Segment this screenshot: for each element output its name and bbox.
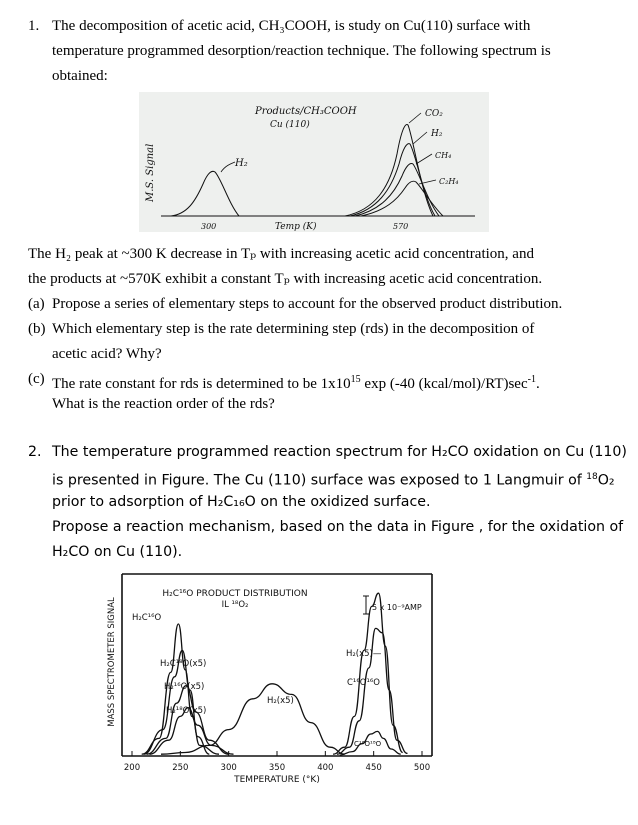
q2-label-h218o: H₂¹⁸O(x5) (166, 706, 207, 716)
q1-tick-570: 570 (393, 222, 409, 231)
q2-text-line3: prior to adsorption of H₂C₁₆O on the oxidized surface. (52, 494, 431, 510)
q2-label-h2c16o: H₂C¹⁶O (132, 613, 162, 623)
q1-label-c2h4: C₂H₄ (439, 177, 459, 186)
q1-part-b-text-line1: Which elementary step is the rate determining step (rds) in the decomposition of (52, 321, 535, 337)
q1-part-b-label: (b) (28, 321, 46, 337)
q2-xlabel: TEMPERATURE (°K) (234, 775, 320, 785)
q1-label-co2: CO₂ (425, 109, 443, 119)
q2-x-tick-label: 400 (317, 763, 334, 773)
q1-number: 1. (28, 18, 40, 34)
q2-label-h216o: H₂¹⁶O(x5) (164, 682, 205, 692)
q2-chart-subtitle: IL ¹⁸O₂ (221, 600, 249, 610)
q2-text-line4: Propose a reaction mechanism, based on the data in Figure , for the oxidation of (52, 519, 624, 535)
q1-tick-300: 300 (201, 222, 217, 231)
q1-figure-title: Products/CH₃COOH (255, 106, 357, 117)
q2-x-tick-label: 300 (220, 763, 237, 773)
q2-label-c16o16o: C¹⁶O¹⁶O (347, 678, 380, 688)
q1-part-c-end: . (535, 376, 540, 392)
q1-ylabel: M.S. Signal (145, 143, 156, 202)
q1-part-c-text-line2: What is the reaction order of the rds? (52, 396, 275, 412)
q2-x-tick-label: 350 (268, 763, 286, 773)
q1-label-ch4: CH₄ (435, 151, 452, 160)
q1-figure-subtitle: Cu (110) (270, 120, 310, 130)
q2-x-tick-label: 200 (123, 763, 141, 773)
q1-part-c-exponent: 15 (350, 374, 361, 385)
q1-part-b-text-line2: acetic acid? Why? (52, 346, 162, 362)
q1-part-c-sec-exponent: -1 (527, 374, 536, 385)
q1-part-c-label: (c) (28, 371, 45, 387)
q1-xlabel: Temp (K) (275, 222, 317, 232)
q2-text-line2-post: O₂ (597, 472, 615, 489)
q2-label-h2-mid: H₂(x5) (267, 696, 294, 706)
q1-text-line3: obtained: (52, 68, 108, 84)
q2-series-line-5 (333, 593, 403, 754)
q2-x-tick-label: 450 (365, 763, 382, 773)
q2-text-line2-pre: is presented in Figure. The Cu (110) surface was exposed to 1 Langmuir of (52, 472, 587, 489)
q1-label-h2-high: H₂ (431, 129, 443, 139)
q2-number: 2. (28, 444, 42, 460)
q2-label-h2c18o: H₂C¹⁸O(x5) (160, 659, 207, 669)
q2-x-tick-label: 250 (172, 763, 189, 773)
q2-label-h2-high: H₂(x5)— (346, 649, 382, 659)
q1-part-a-text: Propose a series of elementary steps to account for the observed product distribution. (52, 296, 563, 312)
q1-text-line2: temperature programmed desorption/reaction technique. The following spectrum is (52, 43, 551, 59)
q2-scale-bar-label: 5 x 10⁻⁹AMP (372, 603, 422, 612)
q2-label-c16o18o: C¹⁶O¹⁸O (354, 740, 382, 748)
q1-label-h2: H₂ (235, 158, 248, 169)
q1-tpd-figure (135, 92, 495, 242)
q1-part-c-mid: exp (-40 (kcal/mol)/RT)sec (360, 376, 528, 392)
q2-isotope-sup: 18 (586, 472, 598, 482)
q1-part-c-pre: The rate constant for rds is determined to be 1x10 (52, 376, 351, 392)
q2-tpr-chart (100, 570, 520, 800)
q2-series-line-2 (147, 686, 229, 755)
q2-chart-title: H₂C¹⁶O PRODUCT DISTRIBUTION (162, 589, 308, 599)
q1-paragraph-line2: the products at ~570K exhibit a constant Tₚ with increasing acetic acid concentration. (28, 271, 543, 287)
q2-text-line5: H₂CO on Cu (110). (52, 544, 183, 560)
q1-paragraph-line1: The H₂ peak at ~300 K decrease in Tₚ with increasing acetic acid concentration, and (28, 246, 534, 262)
q2-ylabel: MASS SPECTROMETER SIGNAL (107, 597, 117, 727)
q1-part-a-label: (a) (28, 296, 45, 312)
q2-x-tick-label: 500 (413, 763, 431, 773)
q2-text-line1: The temperature programmed reaction spectrum for H₂CO oxidation on Cu (110) (52, 444, 627, 460)
q1-text-line1: The decomposition of acetic acid, CH₃COOH, is study on Cu(110) surface with (52, 18, 531, 34)
